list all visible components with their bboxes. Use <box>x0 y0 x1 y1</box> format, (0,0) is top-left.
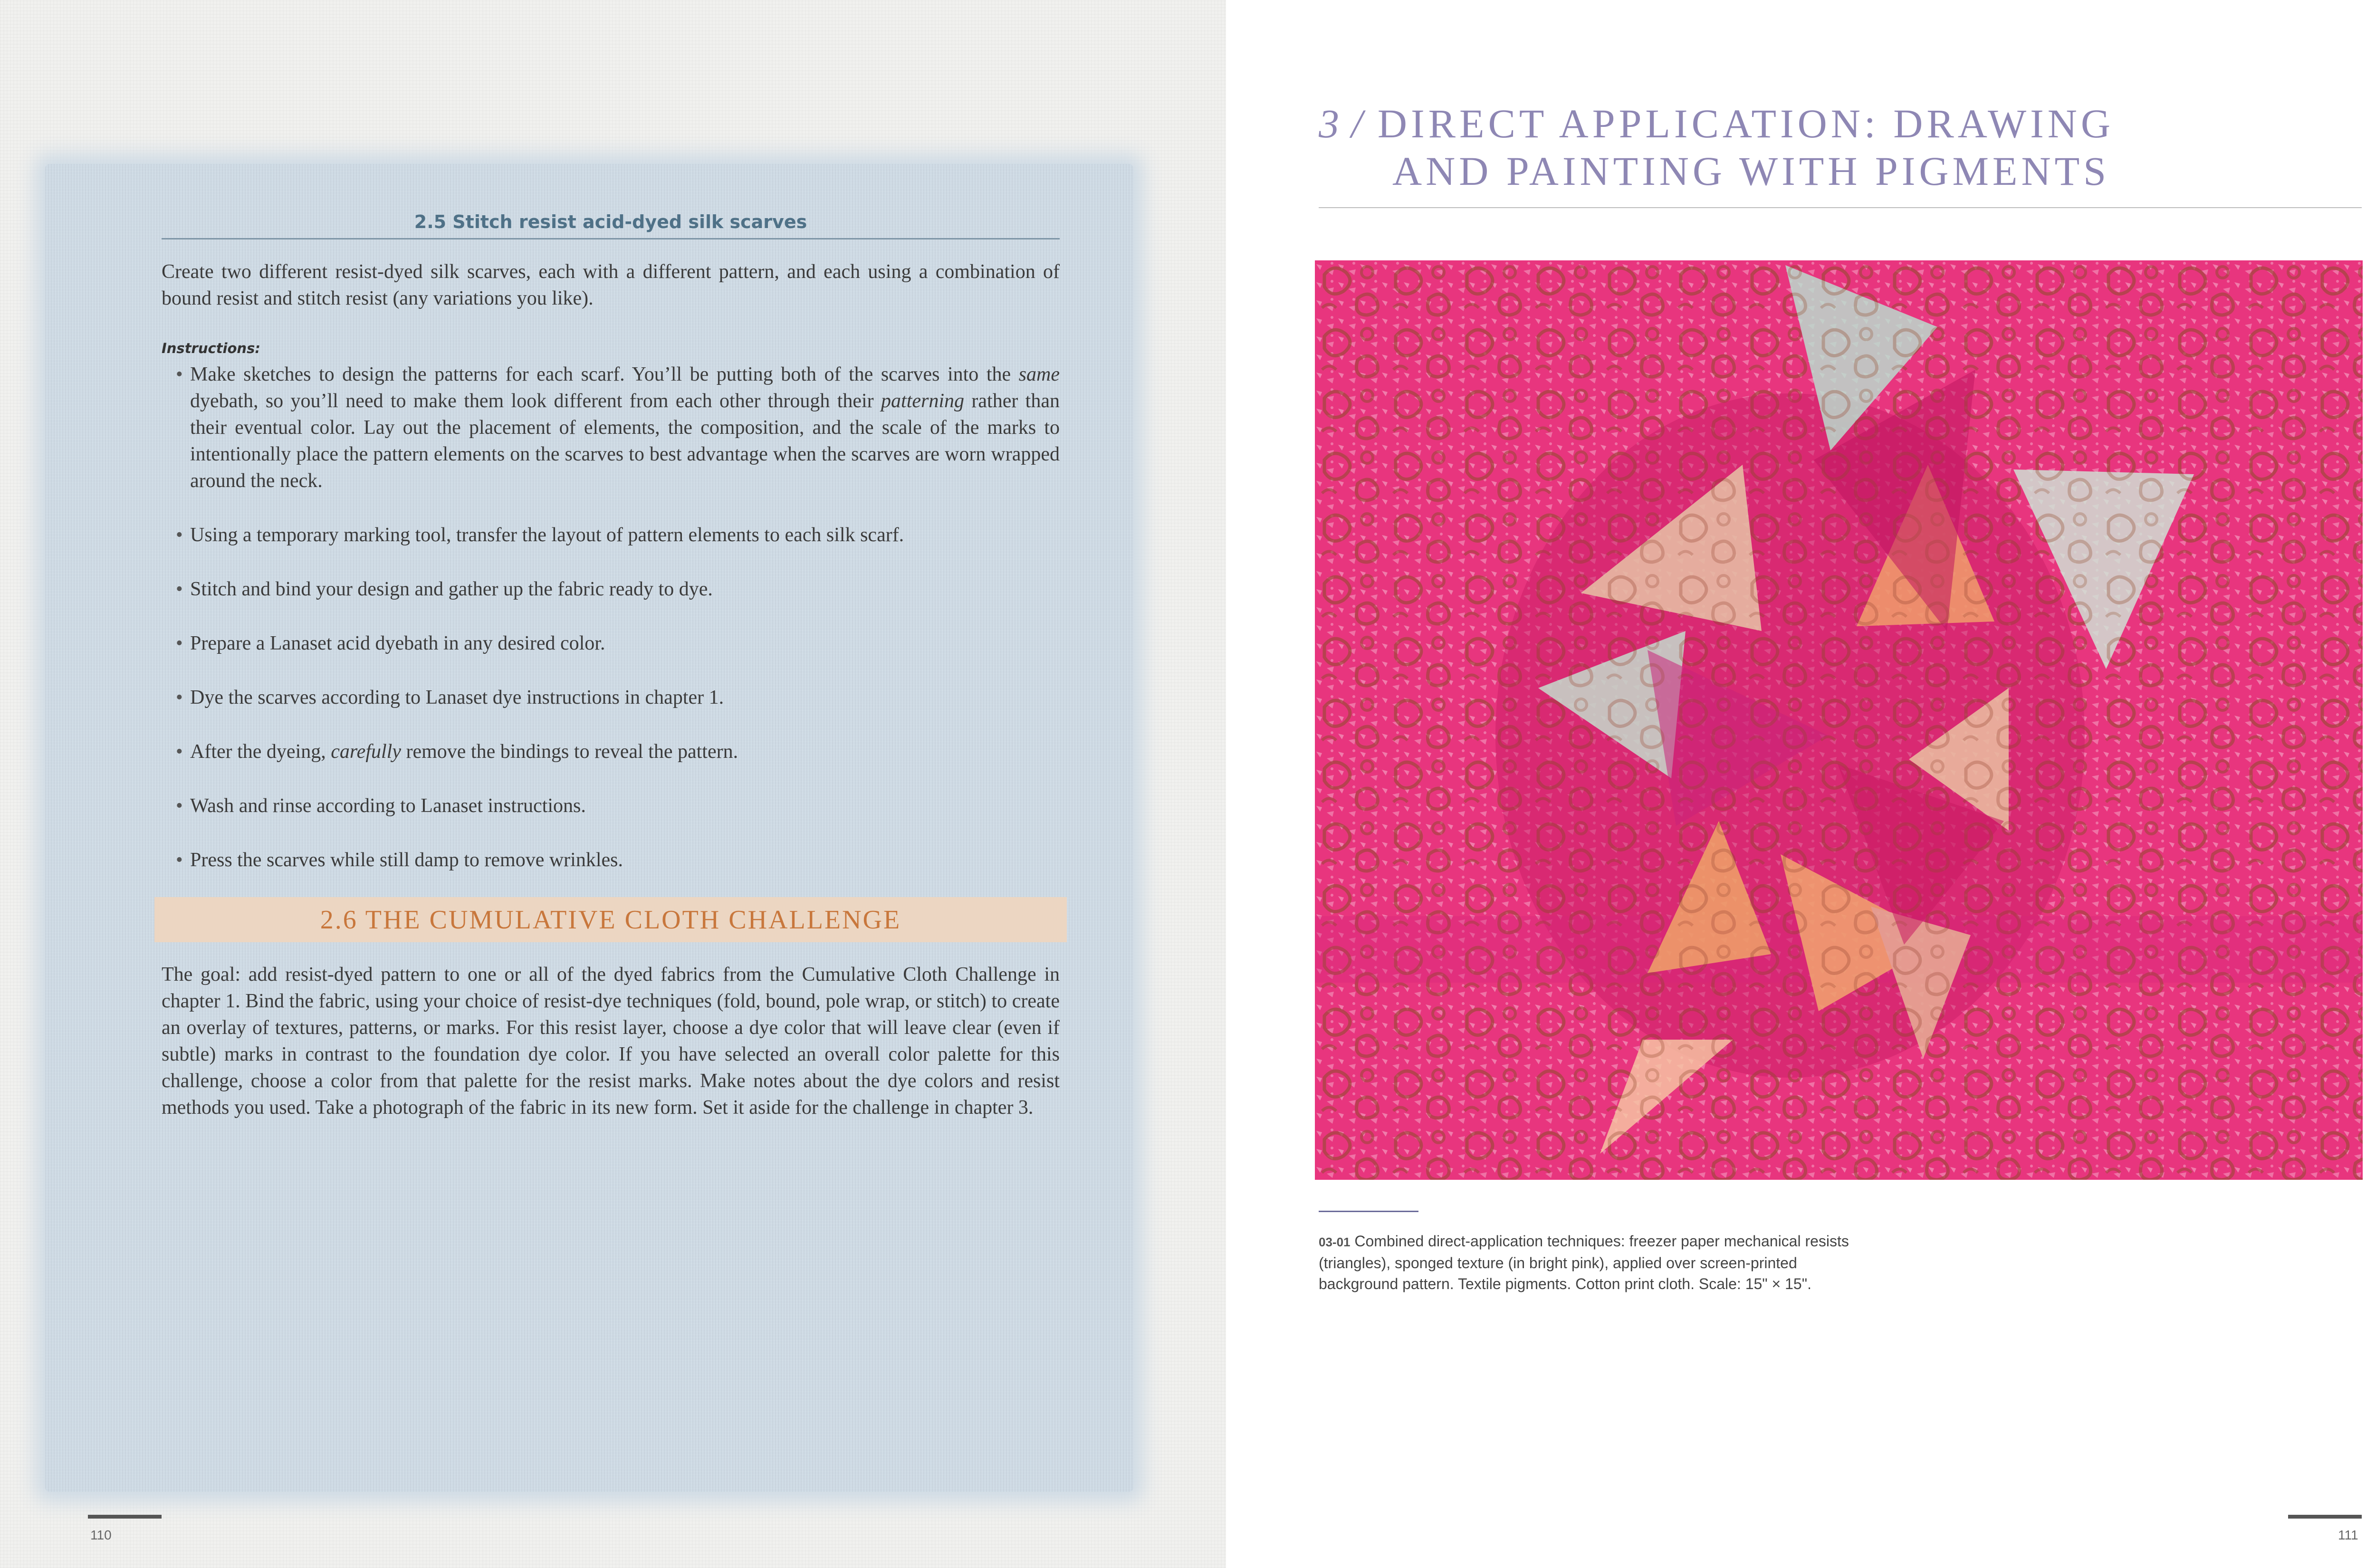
instruction-list <box>162 361 1060 873</box>
section-2-5-intro: Create two different resist-dyed silk scarves, each with a different pattern, and each using a combination of bound resist and stitch resist (any variations you like). <box>162 261 1060 309</box>
section-2-6-body: The goal: add resist-dyed pattern to one or all of the dyed fabrics from the Cumulative Cloth Challenge in chapter 1. Bind the fabric, using your choice of resist-dye techniques (fold, bound, pole wrap, or stitch) to create an overlay of textures, patterns, or marks. For this resist layer, choose a dye color that will leave clear (even if subtle) marks in contrast to the foundation dye color. If you have selected an overall color palette for this challenge, choose a color from that palette for the resist marks. Make notes about the dye colors and resist methods you used. Take a photograph of the fabric in its new form. Set it aside for the challenge in chapter 3. <box>162 964 1060 1119</box>
instruction-item: • Dye the scarves according to Lanaset dye instructions in chapter 1. <box>176 684 1060 711</box>
instruction-item: • After the dyeing, carefully remove the bindings to reveal the pattern. <box>176 738 1060 765</box>
instruction-item: • Wash and rinse according to Lanaset instructions. <box>176 793 1060 819</box>
page-number-left: 110 <box>90 1528 112 1542</box>
instruction-item: • Stitch and bind your design and gather up the fabric ready to dye. <box>176 576 1060 602</box>
chapter-title <box>1319 100 2222 195</box>
figure-caption-text: Combined direct-application techniques: freezer paper mechanical resists (triangles), sponged texture (in bright pink), applied over screen-printed background pattern. Textile pigments. Cotton print cloth. Scale: 15" × 15". <box>1319 1233 1849 1292</box>
instruction-item: • Press the scarves while still damp to remove wrinkles. <box>176 847 1060 873</box>
fabric-artwork-image <box>1315 260 2363 1180</box>
chapter-title-line1: DIRECT APPLICATION: DRAWING <box>1377 101 2114 146</box>
caption-rule <box>1319 1211 1418 1212</box>
instruction-item: • Prepare a Lanaset acid dyebath in any desired color. <box>176 630 1060 657</box>
figure-number: 03-01 <box>1319 1235 1351 1249</box>
chapter-title-line2: AND PAINTING WITH PIGMENTS <box>1392 148 2110 194</box>
figure-caption <box>1319 1231 1851 1294</box>
page-number-right: 111 <box>2338 1528 2358 1542</box>
chapter-title-rule <box>1319 207 2362 208</box>
instruction-item: • Using a temporary marking tool, transfer the layout of pattern elements to each silk scarf. <box>176 522 1060 548</box>
section-2-6-heading: 2.6 THE CUMULATIVE CLOTH CHALLENGE <box>320 905 901 935</box>
instructions-label: Instructions: <box>162 340 260 356</box>
instruction-item: • Make sketches to design the patterns for each scarf. You’ll be putting both of the scarves into the same dyebath, so you’ll need to make them look different from each other through their patterning rather than their eventual color. Lay out the placement of elements, the composition, and the scale of the marks to intentionally place the pattern elements on the scarves to best advantage when the scarves are worn wrapped around the neck. <box>176 361 1060 494</box>
folio-rule-left <box>88 1515 162 1519</box>
exercise-content <box>162 211 1060 1121</box>
section-2-5-heading: 2.5 Stitch resist acid-dyed silk scarves <box>162 211 1060 239</box>
challenge-heading-band <box>154 897 1067 942</box>
chapter-number: 3 / <box>1319 101 1364 146</box>
folio-rule-right <box>2288 1515 2362 1519</box>
